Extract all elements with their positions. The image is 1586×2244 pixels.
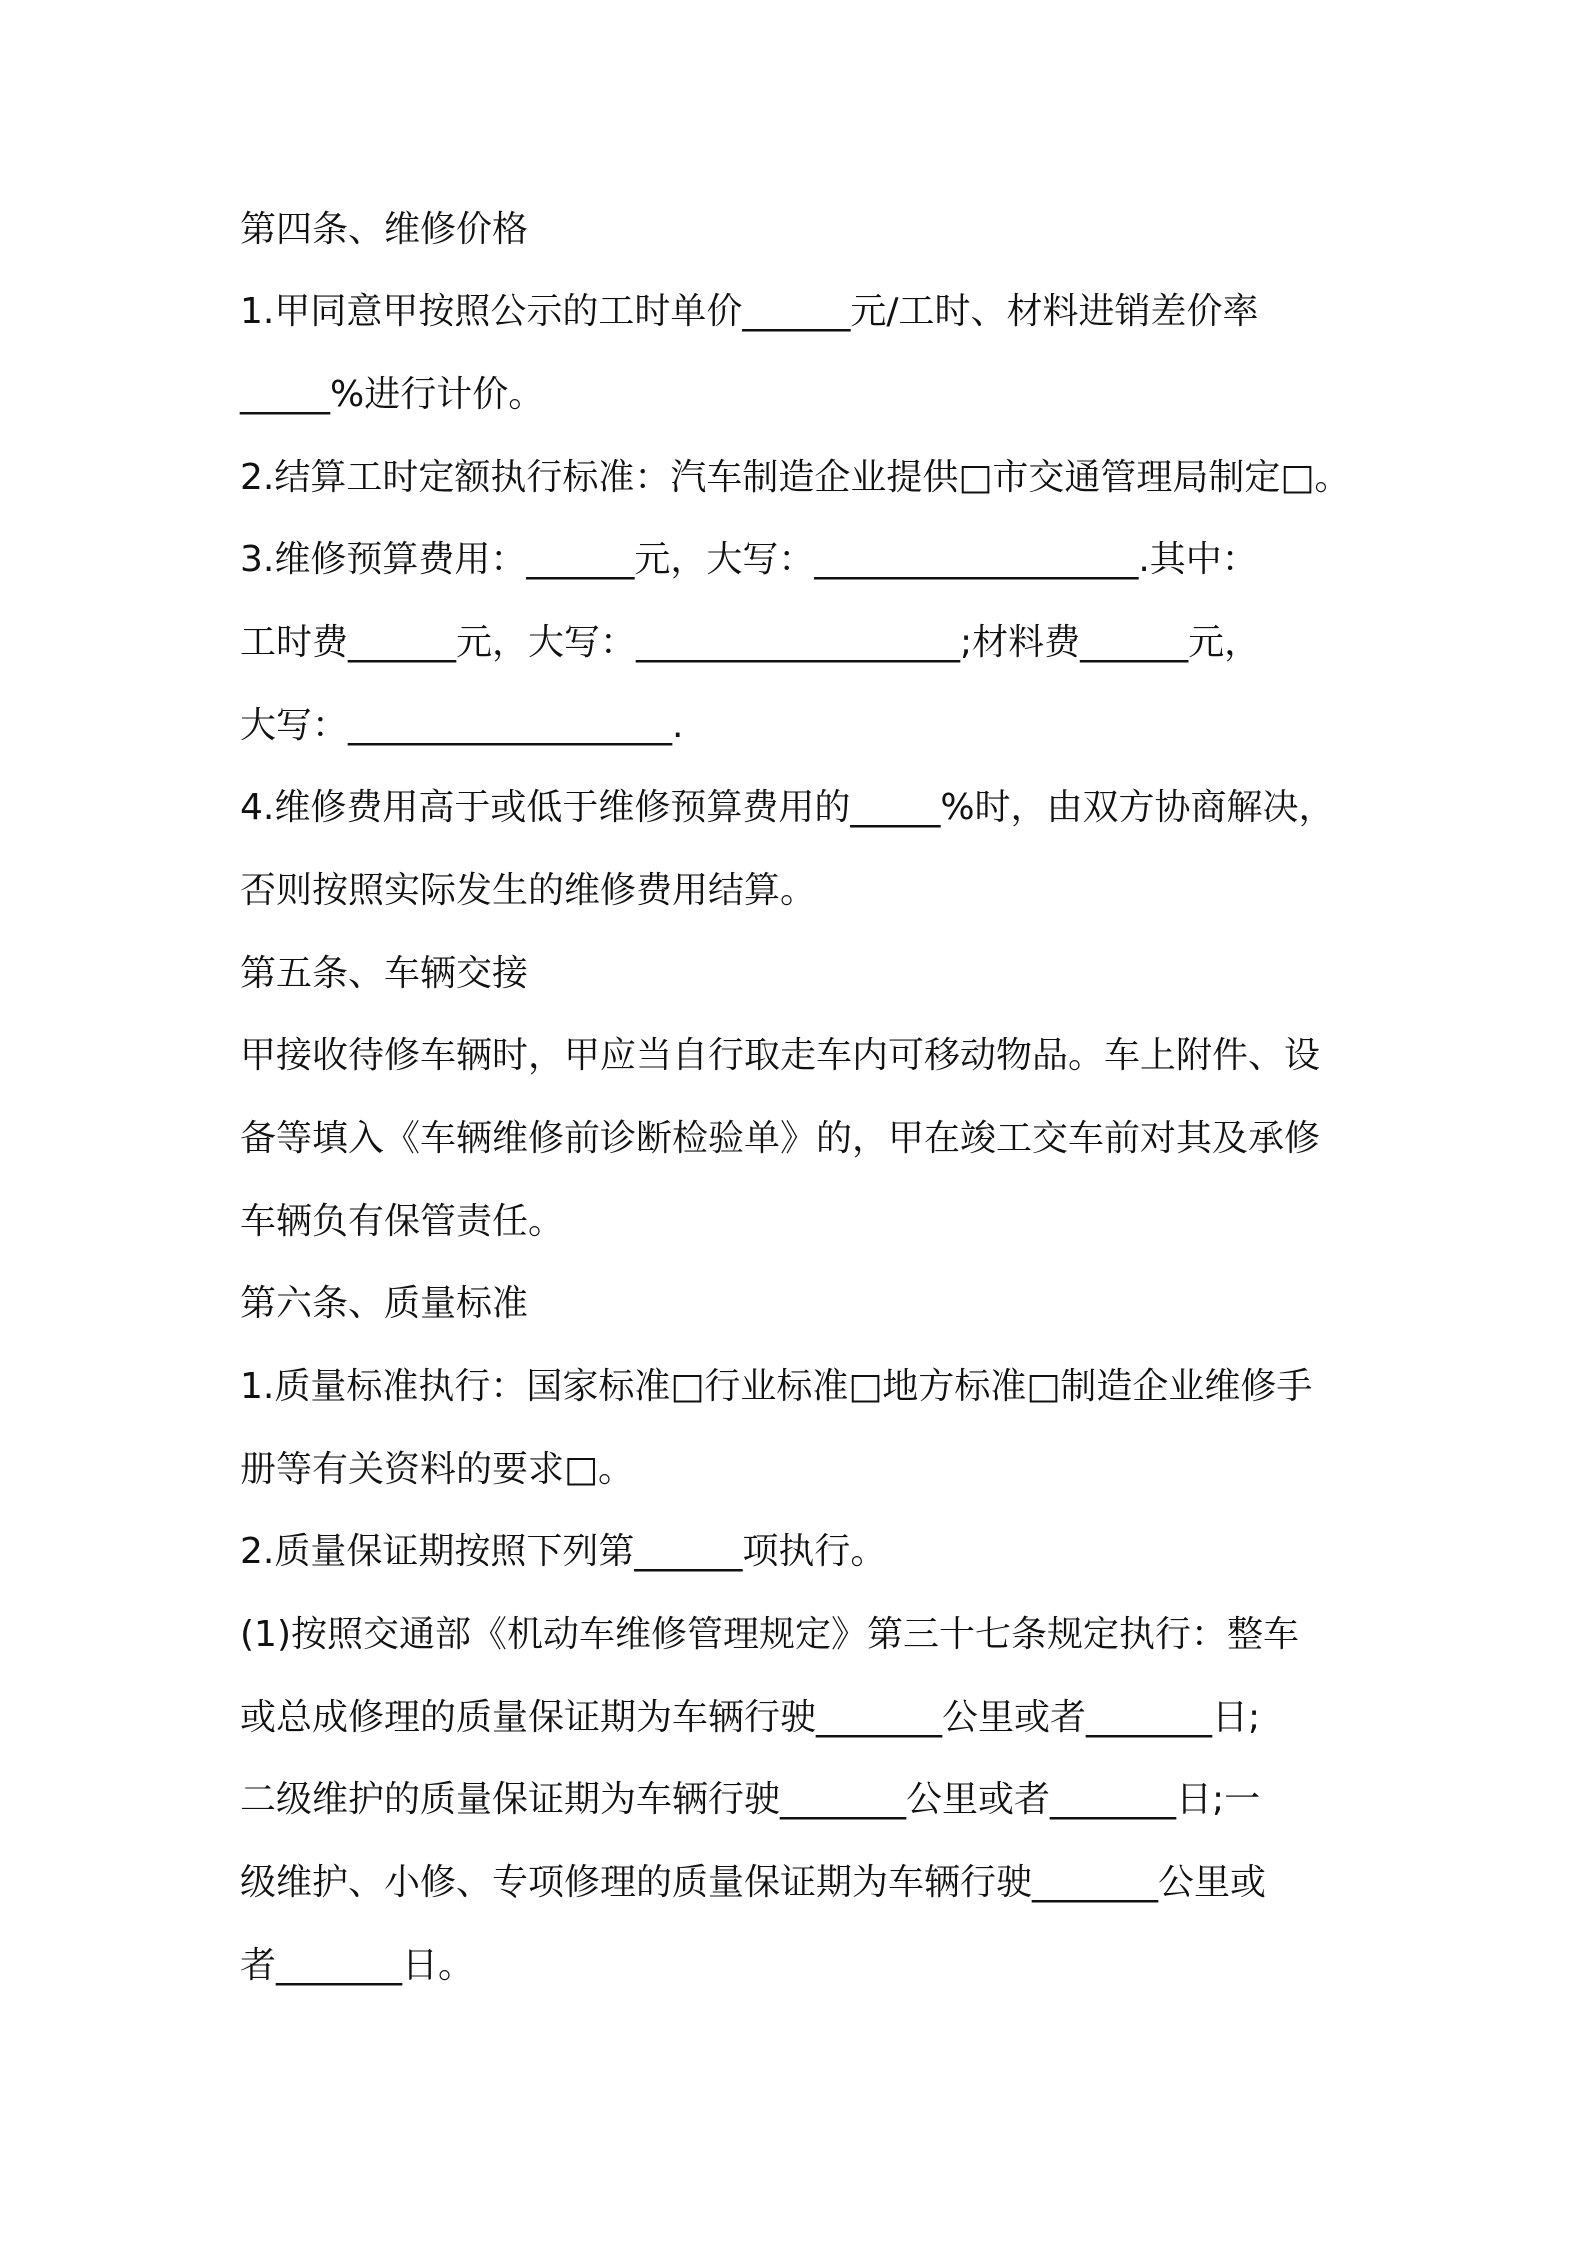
article-6-item-1-line-1: (1)按照交通部《机动车维修管理规定》第三十七条规定执行：整车 <box>240 1614 1299 1655</box>
article-6-clause-2: 2.质量保证期按照下列第______项执行。 <box>240 1531 887 1572</box>
article-4-clause-1-line-1: 1.甲同意甲按照公示的工时单价______元/工时、材料进销差价率 <box>240 291 1259 332</box>
article-6-item-1-line-3: 二级维护的质量保证期为车辆行驶_______公里或者_______日;一 <box>240 1779 1261 1820</box>
article-6-item-1-line-5: 者_______日。 <box>240 1945 475 1986</box>
article-4-clause-2: 2.结算工时定额执行标准：汽车制造企业提供□市交通管理局制定□。 <box>240 457 1351 498</box>
article-5-heading: 第五条、车辆交接 <box>240 953 529 994</box>
article-6-item-1-line-2: 或总成修理的质量保证期为车辆行驶_______公里或者_______日; <box>240 1697 1261 1738</box>
article-4-clause-4-line-2: 否则按照实际发生的维修费用结算。 <box>240 870 817 911</box>
article-4-clause-3-line-2: 工时费______元，大写：__________________;材料费______元， <box>240 622 1261 663</box>
article-6-clause-1-line-2: 册等有关资料的要求□。 <box>240 1449 635 1490</box>
article-5-body-line-1: 甲接收待修车辆时，甲应当自行取走车内可移动物品。车上附件、设 <box>240 1035 1321 1076</box>
article-6-item-1-line-4: 级维护、小修、专项修理的质量保证期为车辆行驶_______公里或 <box>240 1862 1267 1903</box>
article-4-heading: 第四条、维修价格 <box>240 209 529 250</box>
article-4-clause-1-line-2: _____%进行计价。 <box>240 374 545 415</box>
article-5-body-line-3: 车辆负有保管责任。 <box>240 1201 565 1242</box>
article-6-clause-1-line-1: 1.质量标准执行：国家标准□行业标准□地方标准□制造企业维修手 <box>240 1366 1313 1407</box>
article-5-body-line-2: 备等填入《车辆维修前诊断检验单》的，甲在竣工交车前对其及承修 <box>240 1118 1321 1159</box>
article-4-clause-3-line-1: 3.维修预算费用：______元，大写：__________________.其中： <box>240 539 1258 580</box>
article-6-heading: 第六条、质量标准 <box>240 1283 529 1324</box>
article-4-clause-4-line-1: 4.维修费用高于或低于维修预算费用的_____%时，由双方协商解决， <box>240 787 1335 828</box>
article-4-clause-3-line-3: 大写：__________________. <box>240 705 684 746</box>
